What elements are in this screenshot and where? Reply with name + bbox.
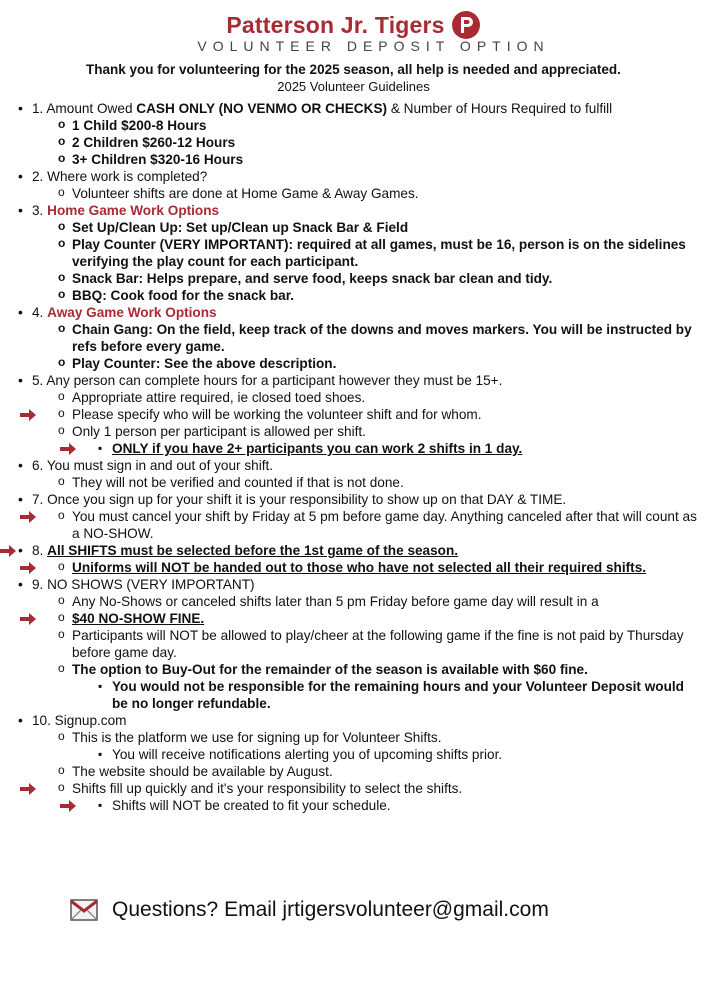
list-item xyxy=(58,780,702,814)
mail-icon xyxy=(70,899,98,921)
list-item: o Any No-Shows or canceled shifts later than 5 pm Friday before game day will result in a xyxy=(58,593,702,610)
item-text: Only 1 person per participant is allowed per shift. xyxy=(72,424,366,439)
list-item xyxy=(58,661,702,712)
list-item xyxy=(18,457,702,491)
arrow-icon xyxy=(20,562,36,574)
thanks-line: Thank you for volunteering for the 2025 season, all help is needed and appreciated. xyxy=(86,62,621,77)
item-text: 1. Amount Owed xyxy=(32,101,137,116)
item-text: This is the platform we use for signing up for Volunteer Shifts. xyxy=(72,730,442,745)
subtitle: VOLUNTEER DEPOSIT OPTION xyxy=(197,38,550,54)
page-title: Patterson Jr. Tigers xyxy=(226,11,445,38)
list-item xyxy=(58,508,702,542)
item-text: ONLY if you have 2+ participants you can work 2 shifts in 1 day. xyxy=(112,441,523,456)
arrow-icon xyxy=(20,783,36,795)
list-item xyxy=(98,440,702,457)
item-text: 6. You must sign in and out of your shift. xyxy=(32,458,274,473)
footer xyxy=(70,898,549,922)
list-item: o 2 Children $260-12 Hours xyxy=(58,134,702,151)
item-text: 2. Where work is completed? xyxy=(32,169,208,184)
item-text: 5. Any person can complete hours for a participant however they must be 15+. xyxy=(32,373,503,388)
list-item xyxy=(18,712,702,814)
list-item xyxy=(18,304,702,372)
item-text: $40 NO-SHOW FINE. xyxy=(72,611,205,626)
item-text: Please specify who will be working the volunteer shift and for whom. xyxy=(72,407,482,422)
list-item xyxy=(18,372,702,457)
item-text: 3. xyxy=(32,203,48,218)
list-item: ▪ You will receive notifications alerting you of upcoming shifts prior. xyxy=(98,746,702,763)
list-item xyxy=(18,168,702,202)
list-item: ▪ You would not be responsible for the remaining hours and your Volunteer Deposit would be no longer refundable. xyxy=(98,678,702,712)
item-text: & Number of Hours Required to fulfill xyxy=(387,101,613,116)
guidelines-title: 2025 Volunteer Guidelines xyxy=(277,79,430,94)
list-item xyxy=(58,559,702,576)
item-text: Shifts fill up quickly and it's your responsibility to select the shifts. xyxy=(72,781,463,796)
list-item: o Snack Bar: Helps prepare, and serve food, keeps snack bar clean and tidy. xyxy=(58,270,702,287)
list-item xyxy=(18,100,702,168)
arrow-icon xyxy=(60,443,76,455)
list-item: o Participants will NOT be allowed to play/cheer at the following game if the fine is not paid by Thursday before game day. xyxy=(58,627,702,661)
item-text: 7. Once you sign up for your shift it is your responsibility to show up on that DAY & TIME. xyxy=(32,492,567,507)
list-item xyxy=(18,491,702,542)
list-item: o They will not be verified and counted if that is not done. xyxy=(58,474,702,491)
list-item xyxy=(58,610,702,627)
list-item: o 1 Child $200-8 Hours xyxy=(58,117,702,134)
arrow-icon xyxy=(60,800,76,812)
item-bold: CASH ONLY (NO VENMO OR CHECKS) xyxy=(136,101,388,116)
item-text: 9. NO SHOWS (VERY IMPORTANT) xyxy=(32,577,255,592)
item-text: 4. xyxy=(32,305,48,320)
arrow-icon xyxy=(20,511,36,523)
item-text: 8. xyxy=(32,543,48,558)
list-item: o Appropriate attire required, ie closed toed shoes. xyxy=(58,389,702,406)
item-heading: Home Game Work Options xyxy=(47,203,220,218)
arrow-icon xyxy=(20,613,36,625)
tigers-logo-icon xyxy=(451,10,481,40)
item-text: The option to Buy-Out for the remainder of the season is available with $60 fine. xyxy=(72,662,588,677)
list-item: o Play Counter: See the above description. xyxy=(58,355,702,372)
header xyxy=(0,10,707,94)
list-item: o 3+ Children $320-16 Hours xyxy=(58,151,702,168)
contact-email-text: Questions? Email jrtigersvolunteer@gmail.com xyxy=(112,898,549,921)
list-item xyxy=(18,576,702,712)
arrow-icon xyxy=(0,545,16,557)
item-heading: Away Game Work Options xyxy=(47,305,217,320)
list-item: o The website should be available by August. xyxy=(58,763,702,780)
guidelines-list xyxy=(18,100,702,814)
arrow-icon xyxy=(20,409,36,421)
item-text: Uniforms will NOT be handed out to those who have not selected all their required shifts. xyxy=(72,560,647,575)
list-item: o Chain Gang: On the field, keep track of the downs and moves markers. You will be instructed by refs before every game. xyxy=(58,321,702,355)
list-item: o BBQ: Cook food for the snack bar. xyxy=(58,287,702,304)
item-text: 10. Signup.com xyxy=(32,713,127,728)
list-item xyxy=(58,406,702,423)
list-item xyxy=(58,423,702,457)
item-text: All SHIFTS must be selected before the 1st game of the season. xyxy=(47,543,459,558)
item-text: You must cancel your shift by Friday at 5 pm before game day. Anything canceled after that will count as a NO-SHOW. xyxy=(72,509,697,541)
list-item xyxy=(18,542,702,576)
list-item: o Set Up/Clean Up: Set up/Clean up Snack Bar & Field xyxy=(58,219,702,236)
title-row xyxy=(0,10,707,40)
list-item: o Volunteer shifts are done at Home Game & Away Games. xyxy=(58,185,702,202)
list-item: o Play Counter (VERY IMPORTANT): required at all games, must be 16, person is on the sidelines verifying the play count for each participant. xyxy=(58,236,702,270)
item-text: Shifts will NOT be created to fit your schedule. xyxy=(112,798,391,813)
list-item xyxy=(18,202,702,304)
list-item xyxy=(58,729,702,763)
list-item xyxy=(98,797,702,814)
